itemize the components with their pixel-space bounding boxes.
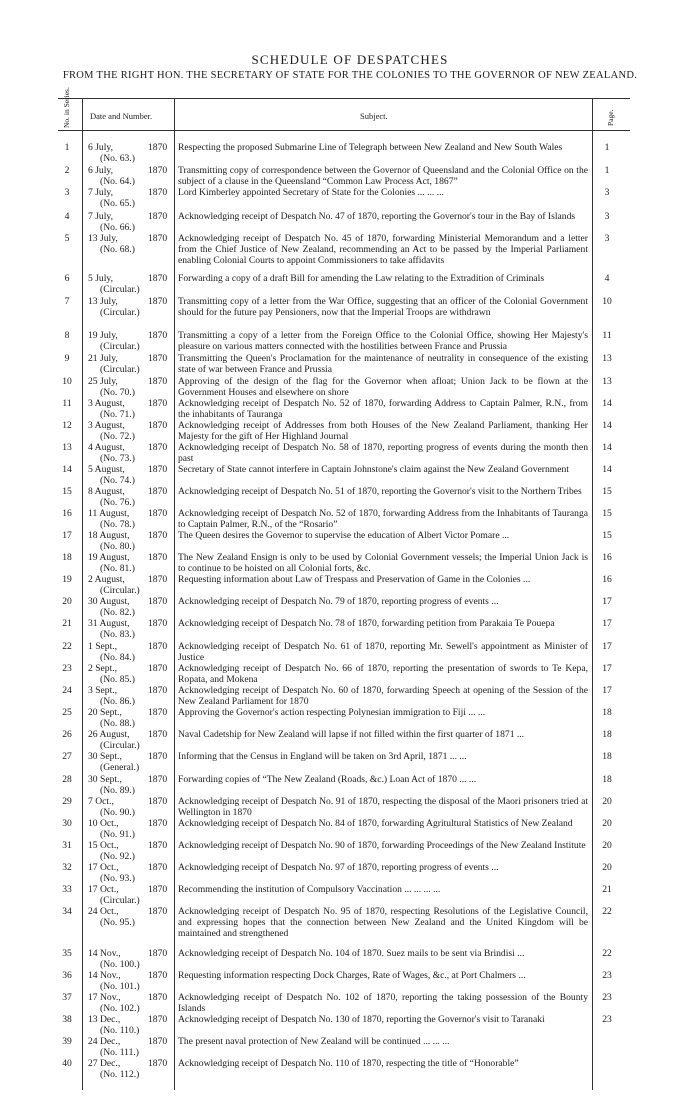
- series-number: 10: [62, 376, 72, 387]
- despatch-date: 5 August,: [88, 464, 125, 475]
- despatch-year: 1870: [148, 751, 168, 762]
- page-number: 20: [602, 840, 612, 851]
- series-number: 1: [64, 142, 70, 153]
- despatch-date: 19 July,: [88, 330, 118, 341]
- header-subject: Subject.: [360, 111, 388, 121]
- page-number: 18: [602, 707, 612, 718]
- despatch-year: 1870: [148, 165, 168, 176]
- subject-cell: Acknowledging receipt of Despatch No. 60 of 1870, forwarding Speech at opening of the Session of the New Zealand Parliament for 1870: [178, 685, 588, 707]
- despatch-date: 7 Oct.,: [88, 796, 114, 807]
- despatch-year: 1870: [148, 398, 168, 409]
- series-number: 36: [62, 970, 72, 981]
- despatch-number: (No. 70.): [100, 387, 135, 398]
- despatch-date: 8 August,: [88, 486, 125, 497]
- page-number: 17: [602, 663, 612, 674]
- despatch-number: (No. 91.): [100, 829, 135, 840]
- page-number: 14: [602, 464, 612, 475]
- despatch-date: 20 Sept.,: [88, 707, 122, 718]
- despatch-number: (No. 95.): [100, 917, 135, 928]
- despatch-number: (No. 71.): [100, 409, 135, 420]
- subject-cell: Acknowledging receipt of Addresses from both Houses of the New Zealand Parliament, thanking Her Majesty for the gift of Her Highland Journal: [178, 420, 588, 442]
- page-number: 1: [604, 142, 610, 153]
- page-number: 22: [602, 906, 612, 917]
- subject-cell: Acknowledging receipt of Despatch No. 61 of 1870, reporting Mr. Sewell's appointment as Minister of Justice: [178, 641, 588, 663]
- despatch-year: 1870: [148, 840, 168, 851]
- despatch-date: 14 Nov.,: [88, 948, 121, 959]
- page-number: 20: [602, 862, 612, 873]
- series-number: 26: [62, 729, 72, 740]
- subject-cell: Transmitting the Queen's Proclamation for the maintenance of neutrality in consequence of the existing state of war between France and Prussia: [178, 353, 588, 375]
- despatch-number: (Circular.): [100, 740, 140, 751]
- despatch-number: (No. 73.): [100, 453, 135, 464]
- despatch-number: (Circular.): [100, 895, 140, 906]
- series-number: 27: [62, 751, 72, 762]
- subject-cell: Respecting the proposed Submarine Line of Telegraph between New Zealand and New South Wales: [178, 142, 563, 153]
- page-title: SCHEDULE OF DESPATCHES: [251, 52, 449, 67]
- page-number: 16: [602, 552, 612, 563]
- page-number: 18: [602, 729, 612, 740]
- subject-cell: Acknowledging receipt of Despatch No. 47 of 1870, reporting the Governor's tour in the Bay of Islands: [178, 211, 576, 222]
- despatch-year: 1870: [148, 486, 168, 497]
- series-number: 38: [62, 1014, 72, 1025]
- despatch-year: 1870: [148, 970, 168, 981]
- series-number: 19: [62, 574, 72, 585]
- despatch-year: 1870: [148, 992, 168, 1003]
- despatch-number: (No. 92.): [100, 851, 135, 862]
- despatch-number: (No. 86.): [100, 696, 135, 707]
- despatch-year: 1870: [148, 1014, 168, 1025]
- despatch-date: 2 August,: [88, 574, 125, 585]
- page-number: 15: [602, 508, 612, 519]
- despatch-number: (No. 80.): [100, 541, 135, 552]
- despatch-year: 1870: [148, 774, 168, 785]
- despatch-number: (No. 78.): [100, 519, 135, 530]
- subject-cell: Acknowledging receipt of Despatch No. 90 of 1870, forwarding Proceedings of the New Zealand Institute: [178, 840, 586, 851]
- page-number: 23: [602, 970, 612, 981]
- series-number: 14: [62, 464, 72, 475]
- despatch-date: 24 Oct.,: [88, 906, 119, 917]
- despatch-number: (No. 90.): [100, 807, 135, 818]
- despatch-date: 21 July,: [88, 353, 118, 364]
- subject-cell: Acknowledging receipt of Despatch No. 52 of 1870, forwarding Address to Captain Palmer, R.N., from the inhabitants of Tauranga: [178, 398, 588, 420]
- series-number: 18: [62, 552, 72, 563]
- despatch-number: (No. 112.): [100, 1069, 140, 1080]
- header-bottom-rule: [58, 130, 630, 131]
- header-date: Date and Number.: [90, 111, 153, 121]
- despatch-number: (No. 88.): [100, 718, 135, 729]
- despatch-year: 1870: [148, 906, 168, 917]
- despatch-number: (No. 82.): [100, 607, 135, 618]
- despatch-year: 1870: [148, 211, 168, 222]
- page-number: 20: [602, 818, 612, 829]
- page-number: 14: [602, 442, 612, 453]
- page-number: 18: [602, 774, 612, 785]
- page-number: 10: [602, 296, 612, 307]
- despatch-year: 1870: [148, 233, 168, 244]
- despatch-year: 1870: [148, 187, 168, 198]
- series-number: 11: [62, 398, 72, 409]
- subject-cell: Transmitting a copy of a letter from the Foreign Office to the Colonial Office, showing Her Majesty's pleasure on various matters connected with the hostilities between France and Prussia: [178, 330, 588, 352]
- subject-cell: The present naval protection of New Zealand will be continued ... ... ...: [178, 1036, 450, 1047]
- despatch-number: (General.): [100, 762, 140, 773]
- subject-cell: Acknowledging receipt of Despatch No. 95 of 1870, respecting Resolutions of the Legislative Council, and expressing hopes that the connection between New Zealand and the United Kingdom will be maintained and strengthened: [178, 906, 588, 939]
- despatch-date: 17 Oct.,: [88, 884, 119, 895]
- series-number: 37: [62, 992, 72, 1003]
- series-number: 8: [64, 330, 70, 341]
- despatch-number: (No. 93.): [100, 873, 135, 884]
- despatch-date: 14 Nov.,: [88, 970, 121, 981]
- despatch-date: 3 August,: [88, 420, 125, 431]
- despatch-number: (No. 72.): [100, 431, 135, 442]
- despatch-date: 27 Dec.,: [88, 1058, 121, 1069]
- despatch-number: (No. 100.): [100, 959, 140, 970]
- despatch-year: 1870: [148, 948, 168, 959]
- despatch-date: 15 Oct.,: [88, 840, 119, 851]
- series-number: 20: [62, 596, 72, 607]
- series-number: 9: [64, 353, 70, 364]
- despatch-year: 1870: [148, 862, 168, 873]
- despatch-number: (No. 76.): [100, 497, 135, 508]
- subject-cell: Acknowledging receipt of Despatch No. 110 of 1870, respecting the title of “Honorable”: [178, 1058, 519, 1069]
- subject-cell: Acknowledging receipt of Despatch No. 130 of 1870, reporting the Governor's visit to Taranaki: [178, 1014, 545, 1025]
- series-number: 28: [62, 774, 72, 785]
- despatch-date: 19 August,: [88, 552, 130, 563]
- subject-cell: Approving the Governor's action respecting Polynesian immigration to Fiji ... ...: [178, 707, 486, 718]
- page-number: 22: [602, 948, 612, 959]
- despatch-date: 7 July,: [88, 211, 113, 222]
- series-number: 4: [64, 211, 70, 222]
- despatch-year: 1870: [148, 273, 168, 284]
- page-number: 14: [602, 420, 612, 431]
- subject-cell: Transmitting copy of correspondence between the Governor of Queensland and the Colonial Office on the subject of a clause in the Queensland “Common Law Process Act, 1867”: [178, 165, 588, 187]
- despatch-date: 11 August,: [88, 508, 130, 519]
- series-number: 3: [64, 187, 70, 198]
- page-number: 4: [604, 273, 610, 284]
- subject-cell: Acknowledging receipt of Despatch No. 79 of 1870, reporting progress of events ...: [178, 596, 499, 607]
- subject-cell: Forwarding a copy of a draft Bill for amending the Law relating to the Extradition of Criminals: [178, 273, 545, 284]
- subject-cell: Informing that the Census in England will be taken on 3rd April, 1871 ... ...: [178, 751, 467, 762]
- despatch-year: 1870: [148, 685, 168, 696]
- despatch-number: (Circular.): [100, 585, 140, 596]
- series-number: 21: [62, 618, 72, 629]
- page-subtitle: FROM THE RIGHT HON. THE SECRETARY OF STATE FOR THE COLONIES TO THE GOVERNOR OF NEW ZEALAND.: [62, 70, 638, 81]
- subject-cell: Acknowledging receipt of Despatch No. 91 of 1870, respecting the disposal of the Maori prisoners tried at Wellington in 1870: [178, 796, 588, 818]
- series-number: 6: [64, 273, 70, 284]
- despatch-year: 1870: [148, 796, 168, 807]
- header-no-in-series: No. in Series.: [62, 87, 71, 128]
- despatch-year: 1870: [148, 1036, 168, 1047]
- page-number: 3: [604, 233, 610, 244]
- despatch-date: 13 July,: [88, 296, 118, 307]
- subject-cell: Lord Kimberley appointed Secretary of State for the Colonies ... ... ...: [178, 187, 444, 198]
- page-number: 15: [602, 486, 612, 497]
- series-number: 40: [62, 1058, 72, 1069]
- series-number: 16: [62, 508, 72, 519]
- page-number: 17: [602, 685, 612, 696]
- despatch-date: 17 Oct.,: [88, 862, 119, 873]
- subject-cell: Acknowledging receipt of Despatch No. 84 of 1870, forwarding Agritultural Statistics of New Zealand: [178, 818, 573, 829]
- subject-cell: Acknowledging receipt of Despatch No. 52 of 1870, forwarding Address from the Inhabitants of Tauranga to Captain Palmer, R.N., of the “Rosario”: [178, 508, 588, 530]
- subject-cell: Acknowledging receipt of Despatch No. 58 of 1870, reporting progress of events during the month then past: [178, 442, 588, 464]
- despatch-year: 1870: [148, 552, 168, 563]
- page-number: 15: [602, 530, 612, 541]
- page-number: 17: [602, 596, 612, 607]
- despatch-date: 25 July,: [88, 376, 118, 387]
- series-number: 35: [62, 948, 72, 959]
- subject-cell: Acknowledging receipt of Despatch No. 66 of 1870, reporting the presentation of swords to Te Kepa, Ropata, and Mokena: [178, 663, 588, 685]
- despatch-year: 1870: [148, 296, 168, 307]
- despatch-number: (Circular.): [100, 284, 140, 295]
- subject-cell: Acknowledging receipt of Despatch No. 102 of 1870, reporting the taking possession of the Bounty Islands: [178, 992, 588, 1014]
- series-number: 12: [62, 420, 72, 431]
- column-divider: [82, 98, 83, 1090]
- series-number: 5: [64, 233, 70, 244]
- despatch-date: 24 Dec.,: [88, 1036, 121, 1047]
- despatch-number: (No. 65.): [100, 198, 135, 209]
- despatch-number: (Circular.): [100, 364, 140, 375]
- column-divider: [592, 98, 593, 1090]
- subject-cell: Acknowledging receipt of Despatch No. 51 of 1870, reporting the Governor's visit to the Northern Tribes: [178, 486, 582, 497]
- despatch-number: (No. 102.): [100, 1003, 140, 1014]
- subject-cell: Requesting information respecting Dock Charges, Rate of Wages, &c., at Port Chalmers ...: [178, 970, 526, 981]
- page-number: 3: [604, 211, 610, 222]
- despatch-year: 1870: [148, 884, 168, 895]
- despatch-year: 1870: [148, 142, 168, 153]
- series-number: 13: [62, 442, 72, 453]
- despatch-date: 13 July,: [88, 233, 118, 244]
- despatch-number: (No. 63.): [100, 153, 135, 164]
- subject-cell: Acknowledging receipt of Despatch No. 104 of 1870. Suez mails to be sent via Brindisi ...: [178, 948, 525, 959]
- despatch-number: (No. 64.): [100, 176, 135, 187]
- despatch-date: 30 Sept.,: [88, 751, 122, 762]
- despatch-number: (No. 74.): [100, 475, 135, 486]
- despatch-date: 30 August,: [88, 596, 130, 607]
- subject-cell: Acknowledging receipt of Despatch No. 97 of 1870, reporting progress of events ...: [178, 862, 499, 873]
- series-number: 24: [62, 685, 72, 696]
- despatch-year: 1870: [148, 530, 168, 541]
- despatch-number: (No. 81.): [100, 563, 135, 574]
- despatch-date: 2 Sept.,: [88, 663, 118, 674]
- subject-cell: Transmitting copy of a letter from the War Office, suggesting that an officer of the Colonial Government should for the future pay Pensioners, now that the Imperial Troops are withdrawn: [178, 296, 588, 318]
- series-number: 23: [62, 663, 72, 674]
- page-number: 3: [604, 187, 610, 198]
- header-page: Page.: [606, 109, 615, 126]
- despatch-date: 6 July,: [88, 142, 113, 153]
- despatch-date: 7 July,: [88, 187, 113, 198]
- despatch-number: (No. 84.): [100, 652, 135, 663]
- series-number: 31: [62, 840, 72, 851]
- despatch-year: 1870: [148, 818, 168, 829]
- subject-cell: Acknowledging receipt of Despatch No. 78 of 1870, forwarding petition from Parakaia Te Pouepa: [178, 618, 555, 629]
- page-number: 16: [602, 574, 612, 585]
- despatch-date: 4 August,: [88, 442, 125, 453]
- despatch-number: (No. 89.): [100, 785, 135, 796]
- series-number: 39: [62, 1036, 72, 1047]
- despatch-year: 1870: [148, 464, 168, 475]
- series-number: 34: [62, 906, 72, 917]
- despatch-number: (No. 110.): [100, 1025, 140, 1036]
- despatch-year: 1870: [148, 420, 168, 431]
- subject-cell: Naval Cadetship for New Zealand will lapse if not filled within the first quarter of 1871 ...: [178, 729, 525, 740]
- series-number: 29: [62, 796, 72, 807]
- despatch-date: 5 July,: [88, 273, 113, 284]
- subject-cell: The Queen desires the Governor to supervise the education of Albert Victor Pomare ...: [178, 530, 510, 541]
- despatch-date: 3 Sept.,: [88, 685, 118, 696]
- page-number: 13: [602, 353, 612, 364]
- subject-cell: Forwarding copies of “The New Zealand (Roads, &c.) Loan Act of 1870 ... ...: [178, 774, 477, 785]
- despatch-number: (No. 83.): [100, 629, 135, 640]
- page-number: 20: [602, 796, 612, 807]
- despatch-year: 1870: [148, 442, 168, 453]
- series-number: 17: [62, 530, 72, 541]
- despatch-date: 18 August,: [88, 530, 130, 541]
- subject-cell: The New Zealand Ensign is only to be used by Colonial Government vessels; the Imperial Union Jack is to continue to be hoisted on all Colonial forts, &c.: [178, 552, 588, 574]
- despatch-year: 1870: [148, 618, 168, 629]
- despatch-year: 1870: [148, 508, 168, 519]
- despatch-date: 10 Oct.,: [88, 818, 119, 829]
- page-number: 13: [602, 376, 612, 387]
- subject-cell: Recommending the institution of Compulsory Vaccination ... ... ... ...: [178, 884, 441, 895]
- series-number: 2: [64, 165, 70, 176]
- despatch-year: 1870: [148, 330, 168, 341]
- page-number: 11: [602, 330, 612, 341]
- despatch-date: 26 August,: [88, 729, 130, 740]
- despatch-date: 31 August,: [88, 618, 130, 629]
- table-top-rule: [58, 98, 630, 99]
- page-number: 17: [602, 641, 612, 652]
- subject-cell: Requesting information about Law of Trespass and Preservation of Game in the Colonies ...: [178, 574, 531, 585]
- series-number: 15: [62, 486, 72, 497]
- despatch-year: 1870: [148, 707, 168, 718]
- despatch-number: (Circular.): [100, 341, 140, 352]
- despatch-number: (No. 66.): [100, 222, 135, 233]
- series-number: 7: [64, 296, 70, 307]
- series-number: 30: [62, 818, 72, 829]
- despatch-year: 1870: [148, 1058, 168, 1069]
- despatch-number: (No. 68.): [100, 244, 135, 255]
- despatch-number: (No. 111.): [100, 1047, 139, 1058]
- despatch-date: 3 August,: [88, 398, 125, 409]
- despatch-date: 13 Dec.,: [88, 1014, 121, 1025]
- series-number: 25: [62, 707, 72, 718]
- despatch-date: 1 Sept.,: [88, 641, 118, 652]
- despatch-date: 6 July,: [88, 165, 113, 176]
- despatch-date: 17 Nov.,: [88, 992, 121, 1003]
- series-number: 33: [62, 884, 72, 895]
- despatch-year: 1870: [148, 596, 168, 607]
- despatch-year: 1870: [148, 376, 168, 387]
- page-number: 23: [602, 1014, 612, 1025]
- page-number: 21: [602, 884, 612, 895]
- despatch-year: 1870: [148, 729, 168, 740]
- subject-cell: Secretary of State cannot interfere in Captain Johnstone's claim against the New Zealand Government: [178, 464, 569, 475]
- despatch-year: 1870: [148, 663, 168, 674]
- despatch-year: 1870: [148, 641, 168, 652]
- despatch-year: 1870: [148, 353, 168, 364]
- despatch-number: (Circular.): [100, 307, 140, 318]
- page-number: 23: [602, 992, 612, 1003]
- page-number: 14: [602, 398, 612, 409]
- despatch-number: (No. 101.): [100, 981, 140, 992]
- series-number: 32: [62, 862, 72, 873]
- page-number: 18: [602, 751, 612, 762]
- despatch-date: 30 Sept.,: [88, 774, 122, 785]
- series-number: 22: [62, 641, 72, 652]
- subject-cell: Acknowledging receipt of Despatch No. 45 of 1870, forwarding Ministerial Memorandum and a letter from the Chief Justice of New Zealand, recommending an Act to be passed by the Imperial Parliament enabling Colonial Courts to appoint Commissioners to take affidavits: [178, 233, 588, 266]
- subject-cell: Approving of the design of the flag for the Governor when afloat; Union Jack to be flown at the Government Houses and elsewhere on shore: [178, 376, 588, 398]
- despatch-number: (No. 85.): [100, 674, 135, 685]
- page-number: 17: [602, 618, 612, 629]
- page-number: 1: [604, 165, 610, 176]
- despatch-year: 1870: [148, 574, 168, 585]
